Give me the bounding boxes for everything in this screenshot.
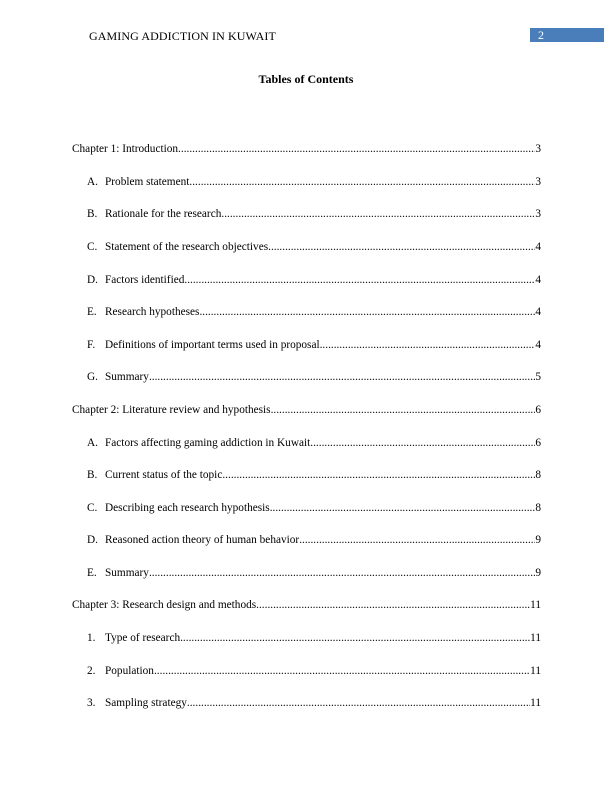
toc-entry-marker: 3.	[87, 697, 96, 709]
toc-entry-text: Research hypotheses	[105, 306, 200, 318]
toc-entry-text: Current status of the topic	[105, 469, 223, 481]
toc-entry-page: 9	[535, 534, 541, 546]
toc-entry-text: Describing each research hypothesis	[105, 502, 270, 514]
toc-entry[interactable]	[72, 142, 541, 157]
toc-entry-marker: C.	[87, 241, 98, 253]
toc-entry-text: Factors identified	[105, 274, 185, 286]
toc-entry-page: 4	[535, 339, 541, 351]
toc-entry[interactable]	[87, 207, 541, 222]
toc-leader	[154, 664, 530, 679]
toc-entry-page: 3	[535, 143, 541, 155]
toc-entry[interactable]	[87, 273, 541, 288]
toc-leader	[221, 207, 535, 222]
toc-entry-text: Summary	[105, 567, 149, 579]
toc-entry-page: 5	[535, 371, 541, 383]
toc-entry[interactable]	[87, 338, 541, 353]
toc-entry-text: Statement of the research objectives	[105, 241, 269, 253]
toc-entry-text: Chapter 1: Introduction	[72, 143, 179, 155]
toc-entry[interactable]	[72, 403, 541, 418]
toc-leader	[256, 598, 530, 613]
toc-leader	[189, 175, 535, 190]
toc-entry-text: Chapter 3: Research design and methods	[72, 599, 257, 611]
toc-entry-marker: F.	[87, 339, 96, 351]
toc-entry-page: 9	[535, 567, 541, 579]
toc-entry-marker: D.	[87, 274, 98, 286]
toc-entry-text: Definitions of important terms used in proposal	[105, 339, 320, 351]
toc-entry-text: Rationale for the research	[105, 208, 222, 220]
toc-entry[interactable]	[72, 598, 541, 613]
toc-entry[interactable]	[87, 468, 541, 483]
toc-leader	[268, 240, 535, 255]
toc-leader	[199, 305, 535, 320]
toc-entry-page: 11	[530, 599, 541, 611]
toc-entry[interactable]	[87, 696, 541, 711]
toc-entry-page: 11	[530, 665, 541, 677]
toc-entry-text: Factors affecting gaming addiction in Kuwait	[105, 437, 311, 449]
toc-leader	[270, 501, 536, 516]
toc-leader	[320, 338, 536, 353]
toc-entry-text: Type of research	[105, 632, 181, 644]
toc-entry-page: 11	[530, 632, 541, 644]
toc-leader	[149, 370, 535, 385]
toc-entry[interactable]	[87, 240, 541, 255]
toc-entry[interactable]	[87, 501, 541, 516]
toc-entry-marker: A.	[87, 437, 98, 449]
toc-entry-text: Problem statement	[105, 176, 190, 188]
toc-entry-marker: C.	[87, 502, 98, 514]
toc-entry-marker: E.	[87, 306, 97, 318]
toc-entry-marker: A.	[87, 176, 98, 188]
toc-entry[interactable]	[87, 175, 541, 190]
toc-entry-marker: 2.	[87, 665, 96, 677]
toc-entry-marker: D.	[87, 534, 98, 546]
toc-title: Tables of Contents	[258, 72, 354, 86]
toc-leader	[187, 696, 530, 711]
toc-entry-page: 3	[535, 208, 541, 220]
toc-entry-page: 6	[535, 404, 541, 416]
toc-entry-page: 3	[535, 176, 541, 188]
toc-entry-page: 4	[535, 241, 541, 253]
page-number-box	[530, 28, 604, 42]
toc-entry-text: Summary	[105, 371, 149, 383]
toc-entry-text: Chapter 2: Literature review and hypothesis	[72, 404, 271, 416]
toc-entry-text: Sampling strategy	[105, 697, 187, 709]
toc-entry-page: 8	[535, 469, 541, 481]
toc-entry[interactable]	[87, 436, 541, 451]
toc-entry-marker: B.	[87, 469, 98, 481]
toc-entry[interactable]	[87, 305, 541, 320]
toc-entry[interactable]	[87, 566, 541, 581]
toc-entry-marker: B.	[87, 208, 98, 220]
toc-entry-text: Reasoned action theory of human behavior	[105, 534, 300, 546]
toc-leader	[299, 533, 535, 548]
toc-leader	[222, 468, 535, 483]
toc-entry-page: 4	[535, 306, 541, 318]
toc-leader	[149, 566, 535, 581]
page-number: 2	[538, 28, 544, 42]
toc-entry-text: Population	[105, 665, 154, 677]
toc-entry[interactable]	[87, 533, 541, 548]
toc-entry-marker: 1.	[87, 632, 96, 644]
toc-entry[interactable]	[87, 370, 541, 385]
toc-entry[interactable]	[87, 631, 541, 646]
toc-entry-marker: E.	[87, 567, 97, 579]
toc-entry[interactable]	[87, 664, 541, 679]
toc-leader	[310, 436, 535, 451]
toc-entry-marker: G.	[87, 371, 98, 383]
page-header	[0, 27, 612, 45]
toc-entry-page: 8	[535, 502, 541, 514]
running-head: GAMING ADDICTION IN KUWAIT	[89, 29, 276, 43]
toc-entry-page: 4	[535, 274, 541, 286]
toc-entry-page: 6	[535, 437, 541, 449]
toc-entry-page: 11	[530, 697, 541, 709]
toc-leader	[180, 631, 530, 646]
toc-leader	[271, 403, 536, 418]
toc-leader	[184, 273, 535, 288]
toc-leader	[178, 142, 535, 157]
